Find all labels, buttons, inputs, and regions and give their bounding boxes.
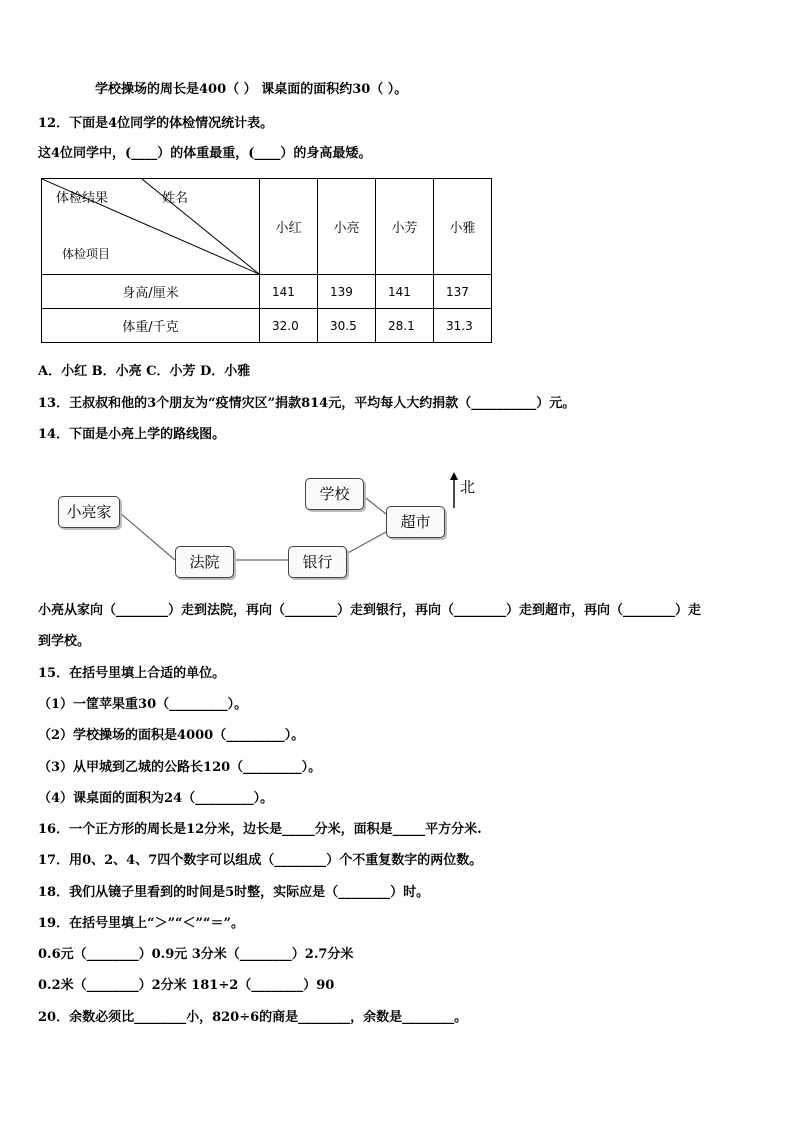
table-cell: 31.3 (434, 309, 492, 343)
table-cell: 141 (376, 275, 434, 309)
question-18: 18．我们从镜子里看到的时间是5时整，实际应是（________）时。 (38, 885, 430, 900)
table-row (42, 275, 492, 309)
corner-name-label: 姓名 (162, 191, 189, 206)
node-court: 法院 (175, 546, 234, 578)
question-14: 14．下面是小亮上学的路线图。 (38, 427, 226, 442)
table-row (42, 309, 492, 343)
question-14-answer: 小亮从家向（________）走到法院，再向（________）走到银行，再向（________）走到超市，再向（________）走 (38, 603, 702, 618)
question-12: 12．下面是4位同学的体检情况统计表。 (38, 116, 274, 131)
table-corner-header (42, 179, 260, 275)
row-label: 身高/厘米 (42, 275, 260, 309)
node-bank: 银行 (288, 546, 347, 578)
table-cell: 141 (260, 275, 318, 309)
node-school: 学校 (305, 478, 364, 510)
col-name: 小雅 (434, 179, 492, 275)
col-name: 小红 (260, 179, 318, 275)
col-name: 小芳 (376, 179, 434, 275)
node-home: 小亮家 (58, 496, 120, 528)
question-19: 19．在括号里填上“＞”“＜”“＝”。 (38, 916, 244, 931)
table-cell: 28.1 (376, 309, 434, 343)
node-market: 超市 (386, 506, 445, 538)
question-15-1: （1）一筐苹果重30（_________）。 (38, 697, 248, 712)
prev-question-line: 学校操场的周长是400（ ） 课桌面的面积约30（ ）。 (95, 82, 408, 97)
col-name: 小亮 (318, 179, 376, 275)
route-map (0, 460, 794, 590)
question-16: 16．一个正方形的周长是12分米，边长是_____分米，面积是_____平方分米. (38, 822, 482, 837)
question-19-b: 0.2米（________）2分米 181÷2（________）90 (38, 978, 335, 993)
question-19-a: 0.6元（________）0.9元 3分米（________）2.7分米 (38, 947, 354, 962)
question-15-4: （4）课桌面的面积为24（_________）。 (38, 791, 274, 806)
question-14-answer-cont: 到学校。 (38, 634, 91, 649)
corner-item-label: 体检项目 (62, 247, 111, 261)
health-check-table (41, 178, 492, 343)
question-15: 15．在括号里填上合适的单位。 (38, 666, 226, 681)
question-15-3: （3）从甲城到乙城的公路长120（_________）。 (38, 760, 322, 775)
corner-result-label: 体检结果 (56, 191, 109, 206)
table-cell: 32.0 (260, 309, 318, 343)
question-20: 20．余数必须比________小，820÷6的商是________，余数是________。 (38, 1010, 468, 1025)
question-12-options: A．小红 B．小亮 C．小芳 D．小雅 (38, 364, 251, 379)
question-12-prompt: 这4位同学中，(____）的体重最重，(____）的身高最矮。 (38, 146, 372, 161)
table-cell: 30.5 (318, 309, 376, 343)
question-17: 17．用0、2、4、7四个数字可以组成（________）个不重复数字的两位数。 (38, 853, 483, 868)
question-15-2: （2）学校操场的面积是4000（_________）。 (38, 728, 305, 743)
table-cell: 139 (318, 275, 376, 309)
table-cell: 137 (434, 275, 492, 309)
question-13: 13．王叔叔和他的3个朋友为“疫情灾区”捐款814元，平均每人大约捐款（__________）元。 (38, 396, 576, 411)
row-label: 体重/千克 (42, 309, 260, 343)
north-label: 北 (460, 478, 476, 496)
